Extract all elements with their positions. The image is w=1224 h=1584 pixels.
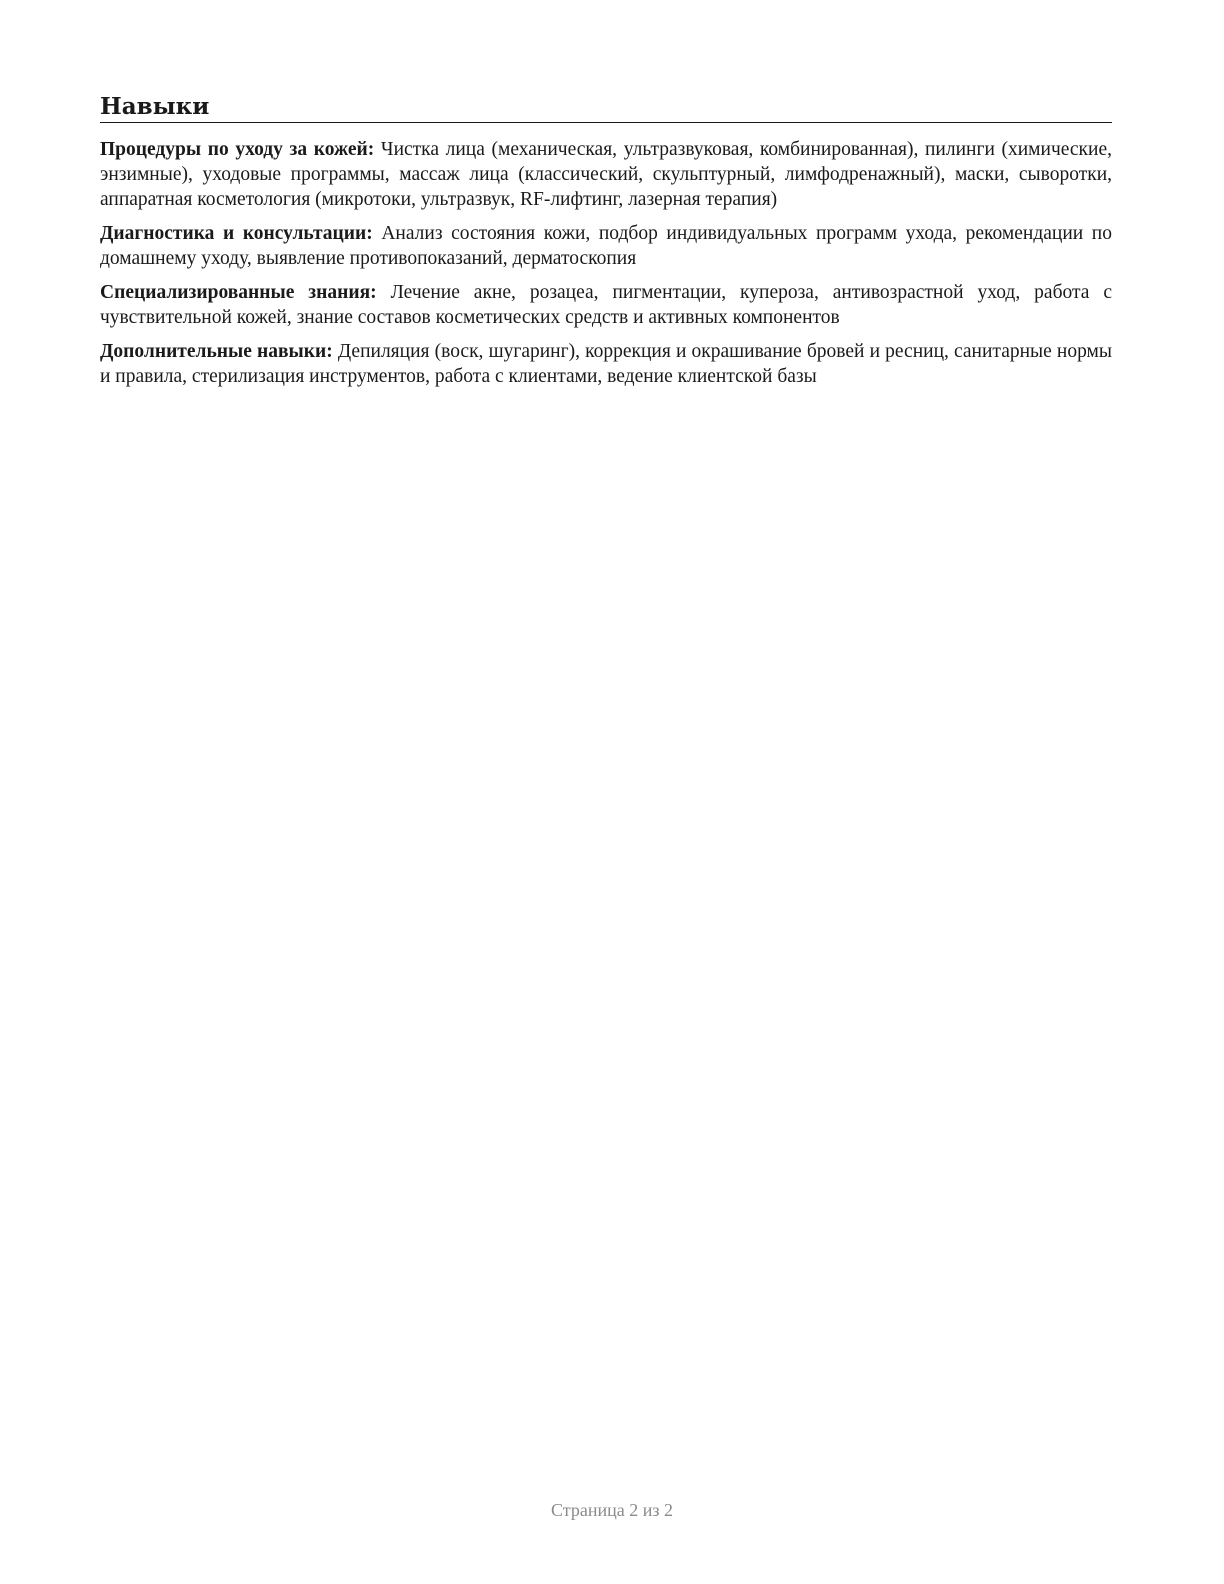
page-number: Страница 2 из 2 — [551, 1500, 673, 1520]
skill-text: Чистка лица (механическая, ультразвуковая, комбинированная), пилинги (химические, энзимные), уходовые программы, массаж лица (классический, скульптурный, лимфодренажный), маски, сыворотки, аппаратная косметология (микротоки, ультразвук, RF-лифтинг, лазерная терапия) — [100, 139, 1113, 210]
section-title: Навыки — [100, 92, 1112, 123]
skill-item-specialized — [100, 280, 1112, 330]
skills-list — [100, 137, 1112, 389]
skill-item-diagnostics — [100, 221, 1112, 271]
skill-label: Специализированные знания: — [100, 282, 377, 303]
skill-label: Дополнительные навыки: — [100, 341, 333, 362]
skill-item-additional — [100, 339, 1112, 389]
page-content — [100, 92, 1112, 398]
skill-text: Депиляция (воск, шугаринг), коррекция и окрашивание бровей и ресниц, санитарные нормы и правила, стерилизация инструментов, работа с клиентами, ведение клиентской базы — [100, 341, 1113, 387]
skill-text: Анализ состояния кожи, подбор индивидуальных программ ухода, рекомендации по домашнему уходу, выявление противопоказаний, дерматоскопия — [100, 223, 1112, 269]
skill-item-skin-care — [100, 137, 1112, 212]
skill-label: Процедуры по уходу за кожей: — [100, 139, 375, 160]
skill-text: Лечение акне, розацеа, пигментации, купероза, антивозрастной уход, работа с чувствительной кожей, знание составов косметических средств и активных компонентов — [100, 282, 1112, 328]
skill-label: Диагностика и консультации: — [100, 223, 373, 244]
